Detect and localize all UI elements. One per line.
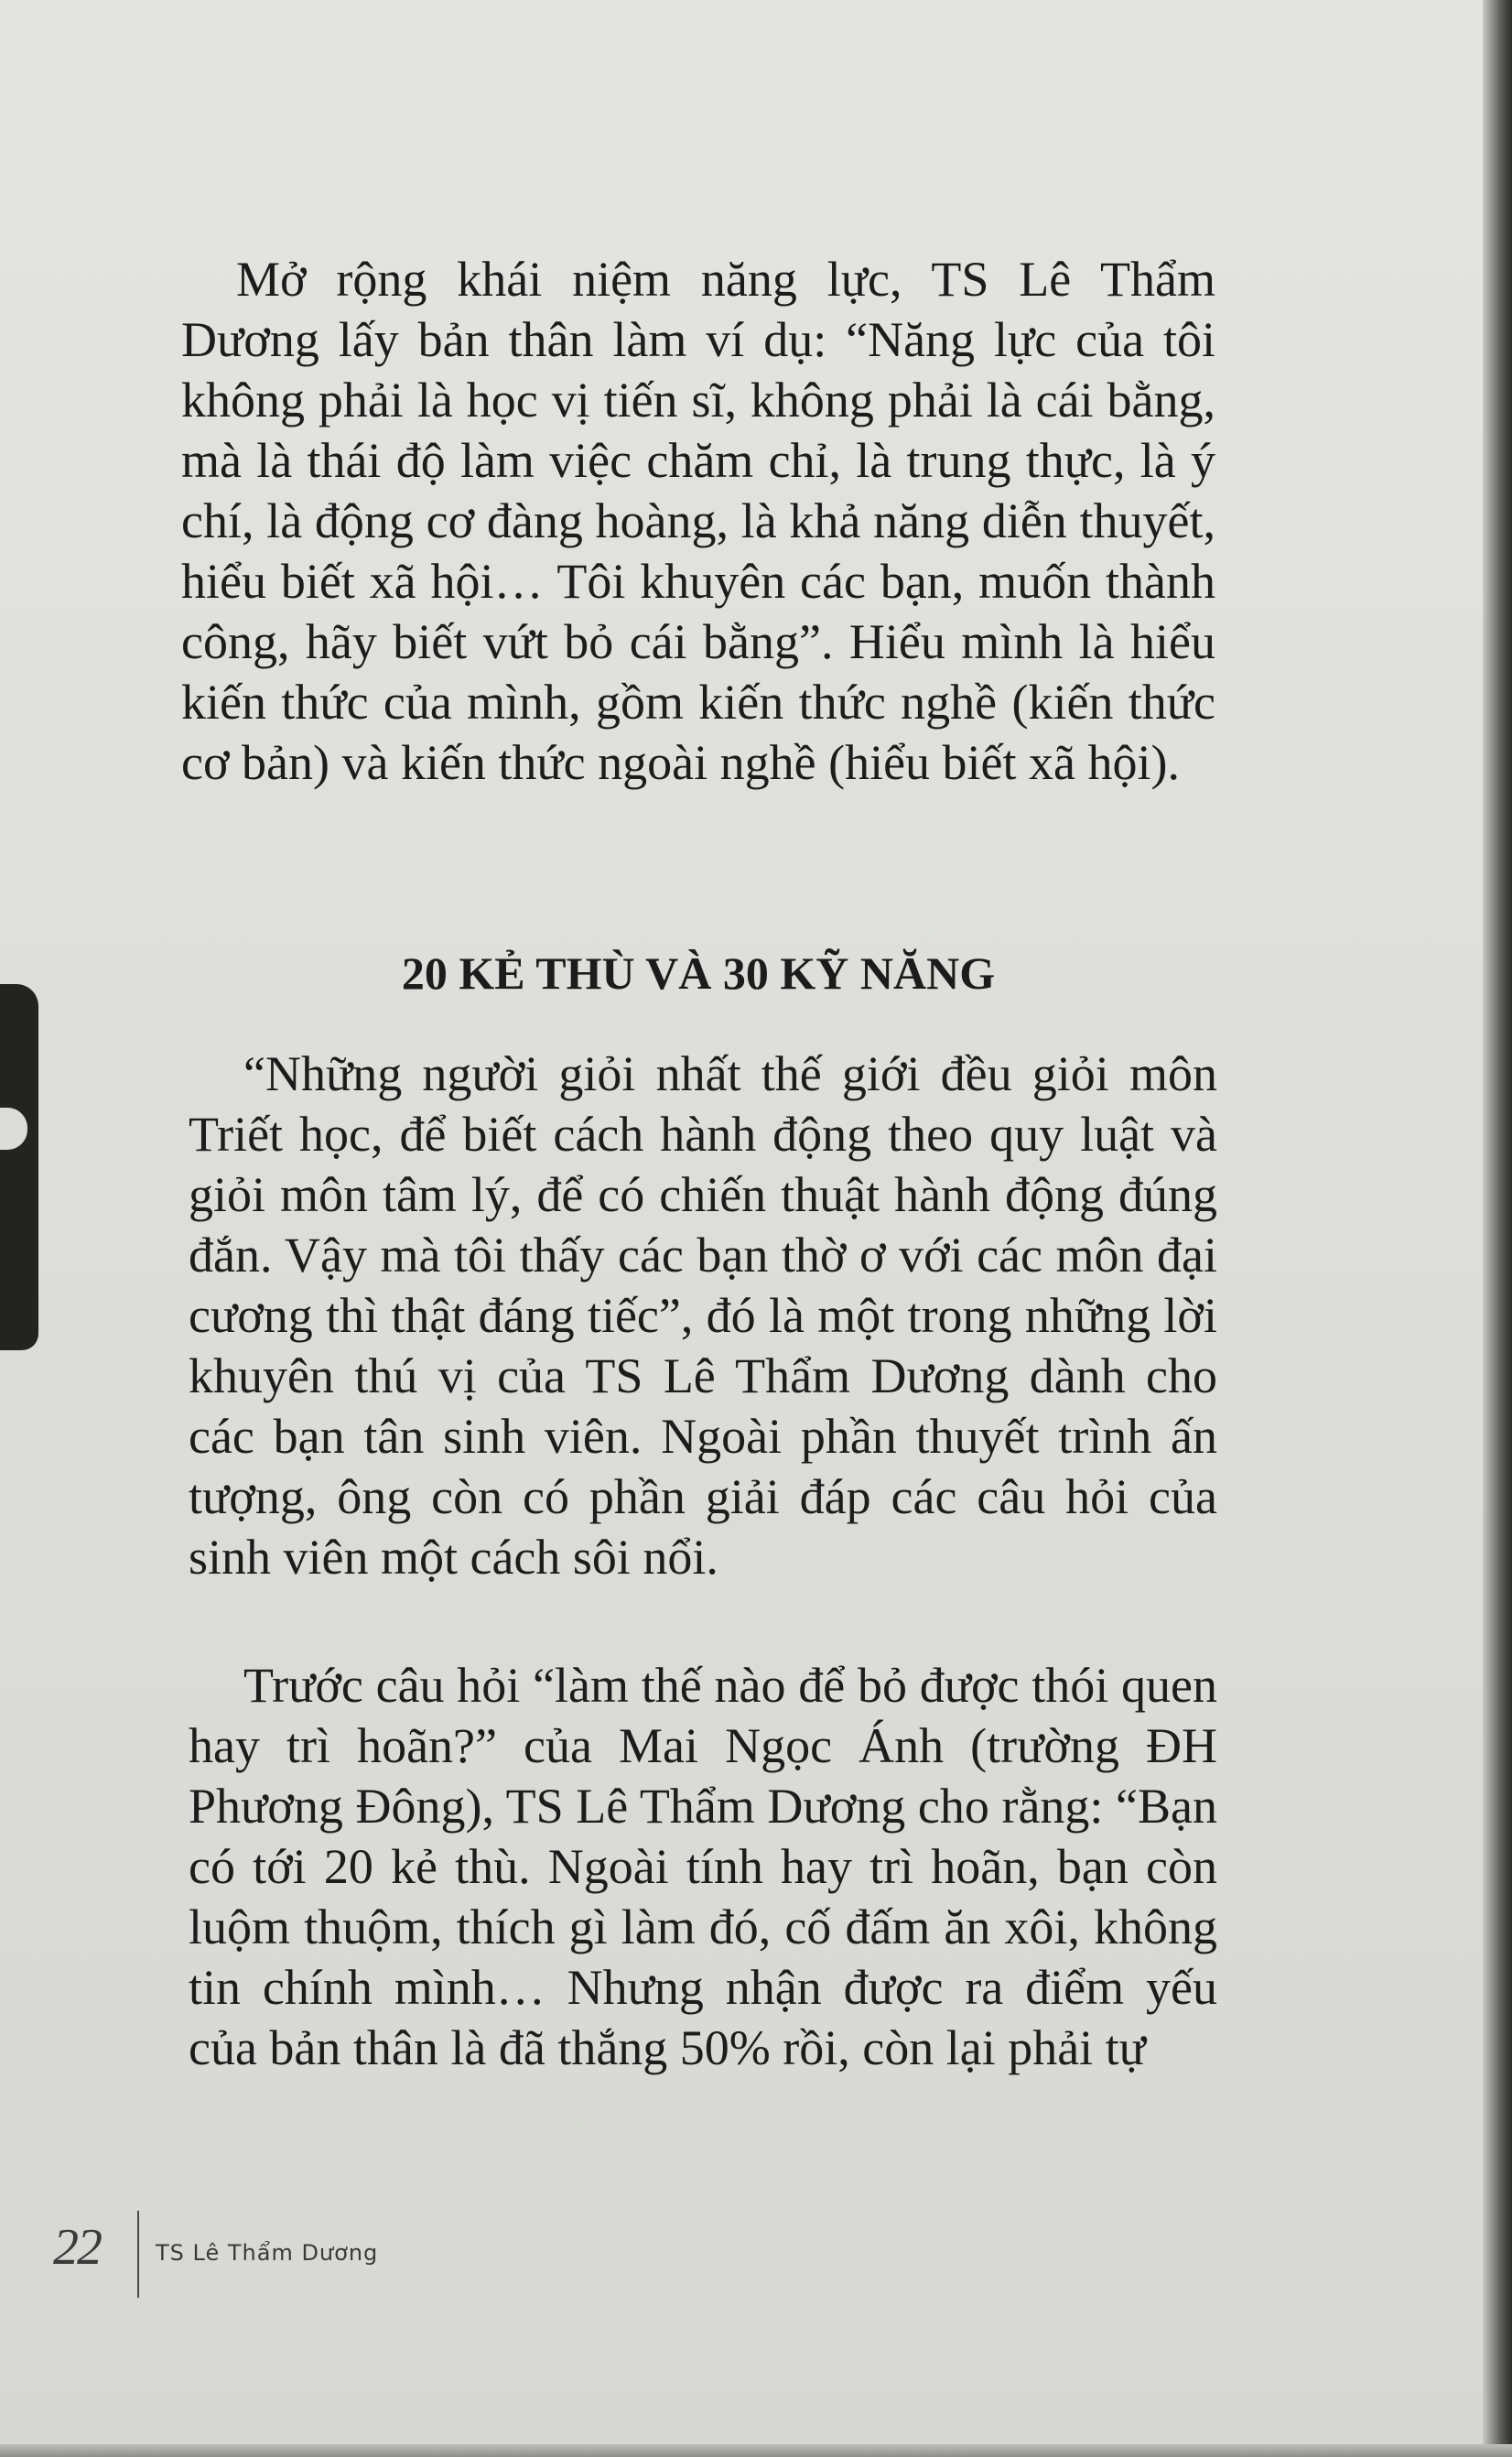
section-heading: 20 KẺ THÙ VÀ 30 KỸ NĂNG <box>401 947 996 999</box>
body-text-section-2 <box>189 1044 1217 1587</box>
paragraph-1: Mở rộng khái niệm năng lực, TS Lê Thẩm Dương lấy bản thân làm ví dụ: “Năng lực của tôi không phải là học vị tiến sĩ, không phải là cái bằng, mà là thái độ làm việc chăm chỉ, là trung thực, là ý chí, là động cơ đàng hoàng, là khả năng diễn thuyết, hiểu biết xã hội… Tôi khuyên các bạn, muốn thành công, hãy biết vứt bỏ cái bằng”. Hiểu mình là hiểu kiến thức của mình, gồm kiến thức nghề (kiến thức cơ bản) và kiến thức ngoài nghề (hiểu biết xã hội). <box>181 252 1215 790</box>
body-text-section-3 <box>189 1655 1217 2078</box>
footer-divider <box>137 2211 139 2298</box>
page-bottom-edge <box>0 2444 1512 2457</box>
body-text-section-1 <box>181 249 1215 793</box>
binder-clip <box>0 984 38 1350</box>
page-edge-shadow <box>1483 0 1512 2457</box>
paragraph-3: Trước câu hỏi “làm thế nào để bỏ được thói quen hay trì hoãn?” của Mai Ngọc Ánh (trường ĐH Phương Đông), TS Lê Thẩm Dương cho rằng: “Bạn có tới 20 kẻ thù. Ngoài tính hay trì hoãn, bạn còn luộm thuộm, thích gì làm đó, cố đấm ăn xôi, không tin chính mình… Nhưng nhận được ra điểm yếu của bản thân là đã thắng 50% rồi, còn lại phải tự <box>189 1658 1217 2075</box>
paragraph-2: “Những người giỏi nhất thế giới đều giỏi môn Triết học, để biết cách hành động theo quy luật và giỏi môn tâm lý, để có chiến thuật hành động đúng đắn. Vậy mà tôi thấy các bạn thờ ơ với các môn đại cương thì thật đáng tiếc”, đó là một trong những lời khuyên thú vị của TS Lê Thẩm Dương dành cho các bạn tân sinh viên. Ngoài phần thuyết trình ấn tượng, ông còn có phần giải đáp các câu hỏi của sinh viên một cách sôi nổi. <box>189 1046 1217 1585</box>
page-number: 22 <box>53 2219 101 2276</box>
running-head: TS Lê Thẩm Dương <box>156 2240 379 2266</box>
